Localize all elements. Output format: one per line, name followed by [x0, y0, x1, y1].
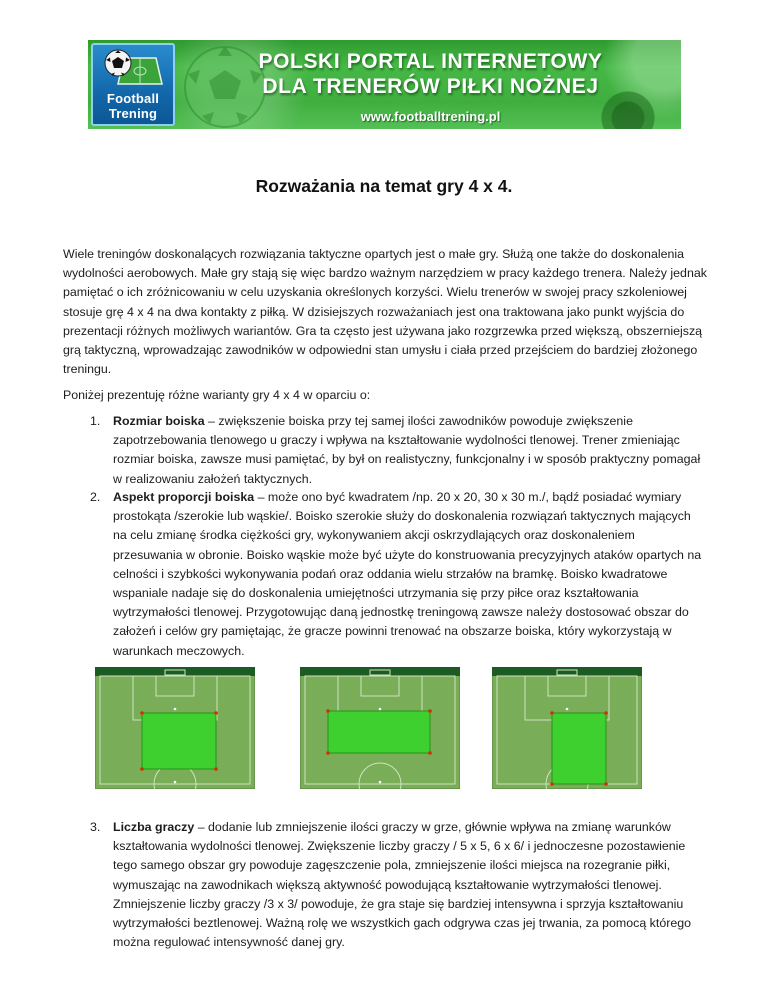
item-lead: Aspekt proporcji boiska	[113, 490, 255, 504]
portal-url-link[interactable]: www.footballtrening.pl	[360, 109, 501, 124]
pitch-diagram-wide	[300, 667, 460, 794]
list-intro: Poniżej prezentuję różne warianty gry 4 x 4 w oparciu o:	[63, 388, 371, 402]
banner-headline	[188, 49, 673, 126]
logo-ball-and-pitch-icon	[102, 48, 164, 86]
pitch-diagram-square	[95, 667, 255, 794]
article-title: Rozważania na temat gry 4 x 4.	[255, 176, 513, 196]
item-lead: Rozmiar boiska	[113, 414, 205, 428]
list-item-1	[63, 412, 709, 489]
pitch-diagram-row	[63, 667, 709, 791]
list-item-3	[63, 818, 709, 952]
soccer-ball-icon	[105, 50, 131, 76]
item-number: 2.	[90, 490, 101, 504]
logo-label-line2: Trening	[108, 106, 158, 121]
item-number: 3.	[90, 820, 101, 834]
footballtrening-logo[interactable]	[91, 43, 175, 126]
item-text: – może ono być kwadratem /np. 20 x 20, 30 x 30 m./, bądź posiadać wymiary prostokąta /szerokie lub wąskie/. Boisko szerokie służy do doskonalenia rozwiązań taktycznych mających na celu zmianę środka ciężkości gry, wykonywaniem akcji oskrzydlających oraz doskonaleniem przesuwania w obronie. Boisko wąskie może być użyte do konstruowania precyzyjnych ataków opartych na celności i szybkości wykonywania podań oraz oddania wielu strzałów na bramkę. Boisko kwadratowe wspaniale nadaje się do doskonalenia umiejętności utrzymania się przy piłce oraz kształtowania wytrzymałości tlenowej. Przygotowując daną jednostkę treningową zawsze należy dostosować obszar do założeń i celów gry pamiętając, że gracze powinni trenować na obszarze boiska, który wykorzystają w warunkach meczowych.	[113, 490, 702, 658]
item-text: – zwiększenie boiska przy tej samej ilości zawodników powoduje zwiększenie zapotrzebowania tlenowego u graczy i wpływa na kształtowanie wydolności tlenowej. Trener zmieniając rozmiar boiska, zawsze musi pamiętać, by był on realistyczny, funkcjonalny i w sposób praktyczny pomagał w realizowaniu założeń taktycznych.	[113, 414, 701, 486]
portal-title-line2: DLA TRENERÓW PIŁKI NOŻNEJ	[262, 75, 599, 98]
list-item-2	[63, 488, 709, 661]
portal-title-line1: POLSKI PORTAL INTERNETOWY	[258, 50, 603, 73]
item-text: – dodanie lub zmniejszenie ilości graczy w grze, głównie wpływa na zmianę warunków kształtowania wydolności tlenowej. Zwiększenie liczby graczy / 5 x 5, 6 x 6/ i jednoczesne pozostawienie tego samego obszar gry powoduje zagęszczenie pola, zmniejszenie ilości miejsca na rozegranie piłki, wymuszając na zawodnikach większą aktywność powodującą kształtowanie wytrzymałości tlenowej. Zmniejszenie liczby graczy /3 x 3/ powoduje, że gra staje się bardziej intensywna i sprzyja kształtowaniu wytrzymałości beztlenowej. Ważną rolę we wszystkich gach odgrywa czas jej trwania, za pomocą którego można regulować intensywność danej gry.	[113, 820, 692, 950]
item-number: 1.	[90, 414, 101, 428]
logo-label-line1: Football	[106, 91, 160, 106]
pitch-diagram-narrow	[492, 667, 642, 794]
item-lead: Liczba graczy	[113, 820, 195, 834]
intro-paragraph: Wiele treningów doskonalących rozwiązania taktyczne opartych jest o małe gry. Służą one także do doskonalenia wydolności aerobowych. Małe gry stają się więc bardzo ważnym narzędziem w pracy każdego trenera. Należy jednak pamiętać o ich zróżnicowaniu w celu uzyskania określonych korzyści. Wielu trenerów w swojej pracy szkoleniowej stosuje grę 4 x 4 na dwa kontakty z piłką. W dzisiejszych rozważaniach jest ona traktowana jako punkt wyjścia do prezentacji różnych możliwych wariantów. Gra ta często jest używana jako rozgrzewka przed większą, obszerniejszą grą taktyczną, wprowadzając zawodników w odpowiedni stan umysłu i ciała przed przejściem do bardziej złożonego treningu.	[63, 247, 707, 377]
portal-banner	[88, 40, 681, 129]
